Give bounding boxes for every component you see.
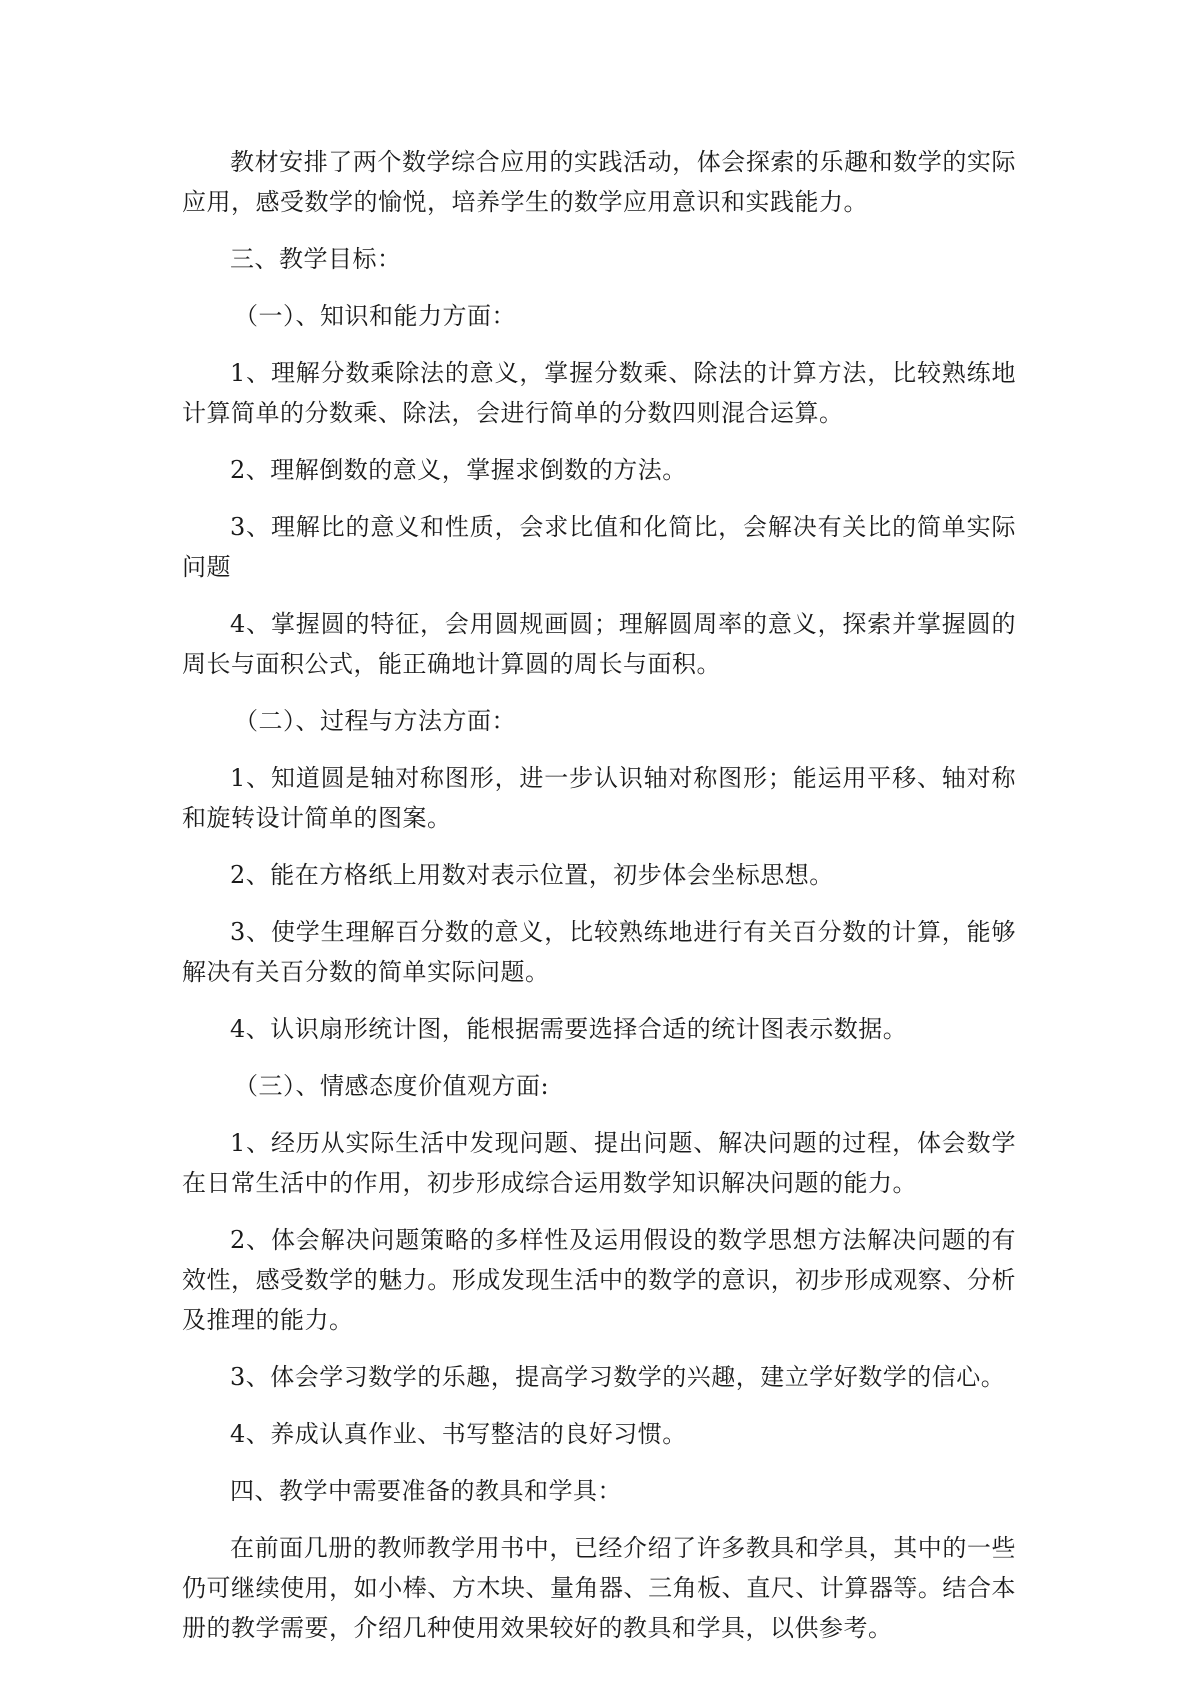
- emotion-item-3: 3、体会学习数学的乐趣，提高学习数学的兴趣，建立学好数学的信心。: [230, 1363, 1006, 1391]
- document-page: [182, 142, 1016, 1665]
- knowledge-item-4: 4、掌握圆的特征，会用圆规画圆；理解圆周率的意义，探索并掌握圆的周长与面积公式，能正确地计算圆的周长与面积。: [182, 610, 1016, 678]
- emotion-item-1: 1、经历从实际生活中发现问题、提出问题、解决问题的过程，体会数学在日常生活中的作用，初步形成综合运用数学知识解决问题的能力。: [182, 1129, 1016, 1197]
- process-item-3: 3、使学生理解百分数的意义，比较熟练地进行有关百分数的计算，能够解决有关百分数的简单实际问题。: [182, 918, 1016, 986]
- section-heading-teaching-tools: 四、教学中需要准备的教具和学具：: [230, 1477, 622, 1505]
- subheading-emotion-values: （三）、情感态度价值观方面:: [234, 1072, 550, 1100]
- knowledge-item-1: 1、理解分数乘除法的意义，掌握分数乘、除法的计算方法，比较熟练地计算简单的分数乘、除法，会进行简单的分数四则混合运算。: [182, 359, 1016, 427]
- emotion-item-4: 4、养成认真作业、书写整洁的良好习惯。: [230, 1420, 687, 1448]
- intro-paragraph: 教材安排了两个数学综合应用的实践活动，体会探索的乐趣和数学的实际应用，感受数学的愉悦，培养学生的数学应用意识和实践能力。: [182, 148, 1016, 216]
- knowledge-item-3: 3、理解比的意义和性质，会求比值和化简比，会解决有关比的简单实际问题: [182, 513, 1016, 581]
- section-heading-objectives: 三、教学目标：: [230, 245, 402, 273]
- subheading-knowledge-ability: （一）、知识和能力方面：: [234, 302, 516, 330]
- emotion-item-2: 2、体会解决问题策略的多样性及运用假设的数学思想方法解决问题的有效性，感受数学的魅力。形成发现生活中的数学的意识，初步形成观察、分析及推理的能力。: [182, 1226, 1016, 1334]
- teaching-tools-paragraph: 在前面几册的教师教学用书中，已经介绍了许多教具和学具，其中的一些仍可继续使用，如小棒、方木块、量角器、三角板、直尺、计算器等。结合本册的教学需要，介绍几种使用效果较好的教具和学具，以供参考。: [182, 1534, 1016, 1642]
- subheading-process-method: （二）、过程与方法方面：: [234, 707, 516, 735]
- process-item-2: 2、能在方格纸上用数对表示位置，初步体会坐标思想。: [230, 861, 834, 889]
- knowledge-item-2: 2、理解倒数的意义，掌握求倒数的方法。: [230, 456, 687, 484]
- process-item-1: 1、知道圆是轴对称图形，进一步认识轴对称图形；能运用平移、轴对称和旋转设计简单的图案。: [182, 764, 1016, 832]
- process-item-4: 4、认识扇形统计图，能根据需要选择合适的统计图表示数据。: [230, 1015, 908, 1043]
